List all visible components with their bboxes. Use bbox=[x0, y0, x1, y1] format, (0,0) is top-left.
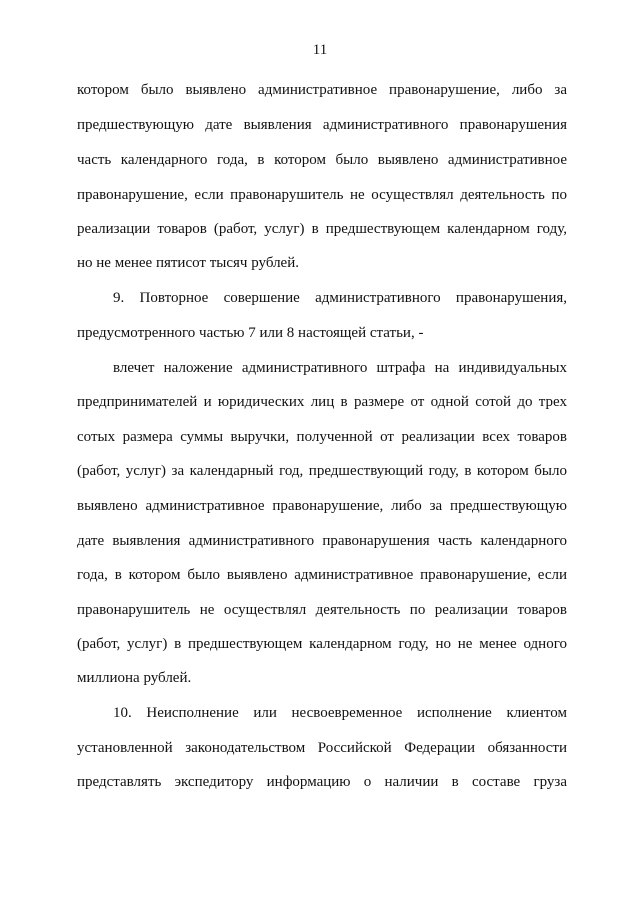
text-line: предпринимателей и юридических лиц в размере от одной сотой до трех bbox=[77, 394, 567, 410]
text-line: 10. Неисполнение или несвоевременное исполнение клиентом bbox=[113, 705, 567, 721]
text-line: дате выявления административного правонарушения часть календарного bbox=[77, 533, 567, 549]
text-line: (работ, услуг) за календарный год, предшествующий году, в котором было bbox=[77, 463, 567, 479]
text-line: но не менее пятисот тысяч рублей. bbox=[77, 255, 299, 271]
text-line: влечет наложение административного штрафа на индивидуальных bbox=[113, 360, 567, 376]
page-number: 11 bbox=[312, 42, 328, 58]
text-line: выявлено административное правонарушение, либо за предшествующую bbox=[77, 498, 567, 514]
text-line: (работ, услуг) в предшествующем календарном году, но не менее одного bbox=[77, 636, 567, 652]
text-line: представлять экспедитору информацию о наличии в составе груза bbox=[77, 774, 567, 790]
text-line: часть календарного года, в котором было выявлено административное bbox=[77, 152, 567, 168]
text-line: сотых размера суммы выручки, полученной от реализации всех товаров bbox=[77, 429, 567, 445]
text-line: миллиона рублей. bbox=[77, 670, 192, 686]
text-line: правонарушитель не осуществлял деятельность по реализации товаров bbox=[77, 602, 567, 618]
text-line: 9. Повторное совершение административного правонарушения, bbox=[113, 290, 567, 306]
text-line: предусмотренного частью 7 или 8 настоящей статьи, - bbox=[77, 325, 424, 341]
text-line: установленной законодательством Российской Федерации обязанности bbox=[77, 740, 567, 756]
text-line: года, в котором было выявлено административное правонарушение, если bbox=[77, 567, 567, 583]
text-line: реализации товаров (работ, услуг) в предшествующем календарном году, bbox=[77, 221, 567, 237]
text-line: котором было выявлено административное правонарушение, либо за bbox=[77, 82, 567, 98]
text-line: предшествующую дате выявления административного правонарушения bbox=[77, 117, 567, 133]
text-line: правонарушение, если правонарушитель не осуществлял деятельность по bbox=[77, 187, 567, 203]
